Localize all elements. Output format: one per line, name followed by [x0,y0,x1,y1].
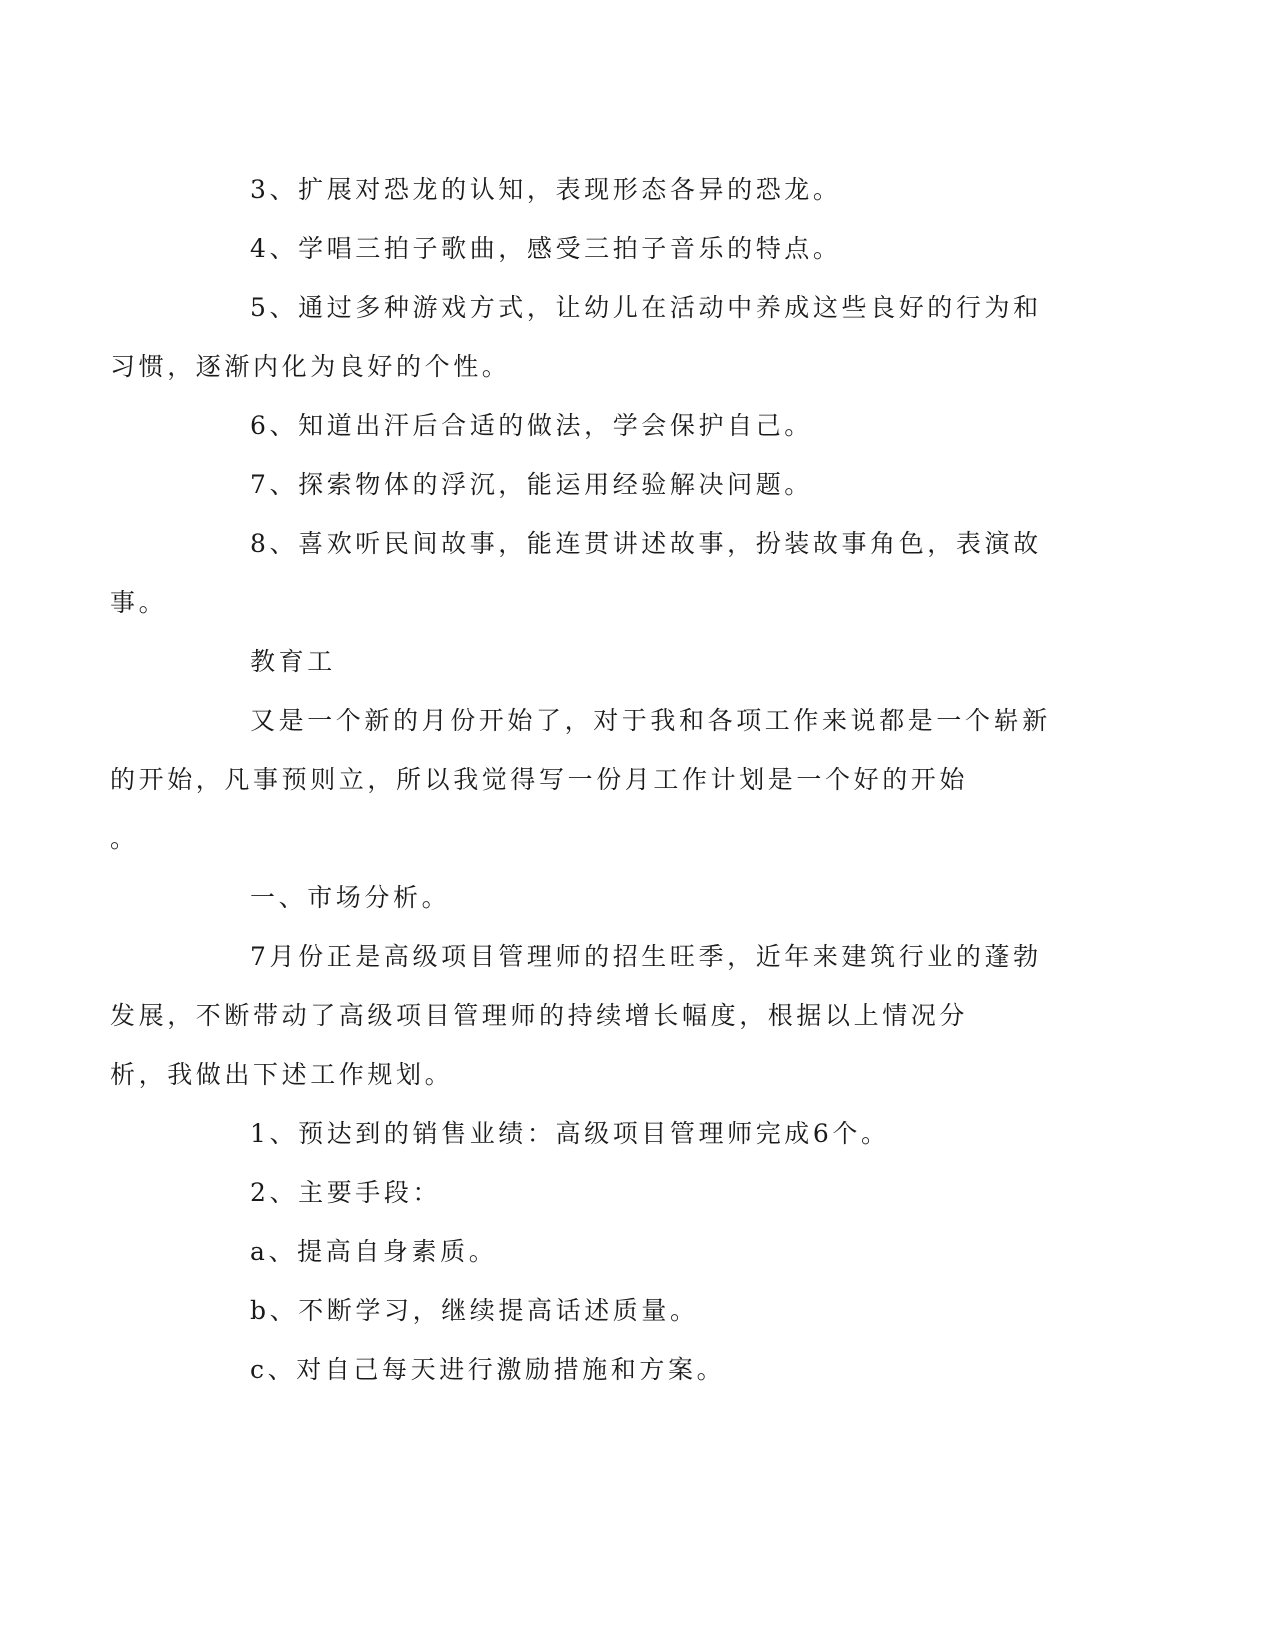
paragraph [180,396,1040,455]
paragraph [110,927,1042,1104]
list-item [180,1222,1040,1281]
paragraph [110,514,1042,632]
text-line: 的开始，凡事预则立，所以我觉得写一份月工作计划是一个好的开始 [110,765,969,794]
text-line: 发展，不断带动了高级项目管理师的持续增长幅度，根据以上情况分 [110,1001,969,1030]
text-line: 7月份正是高级项目管理师的招生旺季，近年来建筑行业的蓬勃 [250,942,1042,971]
section-heading [180,632,1040,691]
paragraph [180,1104,1040,1163]
text-line: c、对自己每天进行激励措施和方案。 [250,1355,726,1384]
text-line: 习惯，逐渐内化为良好的个性。 [110,352,511,381]
text-line: 6、知道出汗后合适的做法，学会保护自己。 [250,411,813,440]
text-line: 8、喜欢听民间故事，能连贯讲述故事，扮装故事角色，表演故 [250,529,1042,558]
paragraph [180,455,1040,514]
paragraph [110,691,1051,868]
text-line: 教育工 [250,647,336,676]
list-item [180,1340,1040,1399]
list-item [180,1281,1040,1340]
paragraph [180,1163,1040,1222]
text-line: 2、主要手段： [250,1178,442,1207]
text-line: 析，我做出下述工作规划。 [110,1060,454,1089]
text-line: 1、预达到的销售业绩：高级项目管理师完成6个。 [250,1119,890,1148]
text-line: b、不断学习，继续提高话述质量。 [250,1296,699,1325]
paragraph [180,160,1040,219]
text-line: 。 [110,824,139,853]
paragraph [180,219,1040,278]
paragraph [110,278,1042,396]
text-line: 5、通过多种游戏方式，让幼儿在活动中养成这些良好的行为和 [250,293,1042,322]
document-body [110,160,1051,1399]
text-line: 7、探索物体的浮沉，能运用经验解决问题。 [250,470,813,499]
text-line: 又是一个新的月份开始了，对于我和各项工作来说都是一个崭新 [250,706,1051,735]
section-heading [180,868,1040,927]
text-line: 3、扩展对恐龙的认知，表现形态各异的恐龙。 [250,175,842,204]
text-line: a、提高自身素质。 [250,1237,498,1266]
text-line: 事。 [110,588,168,617]
text-line: 一、市场分析。 [250,883,451,912]
text-line: 4、学唱三拍子歌曲，感受三拍子音乐的特点。 [250,234,842,263]
